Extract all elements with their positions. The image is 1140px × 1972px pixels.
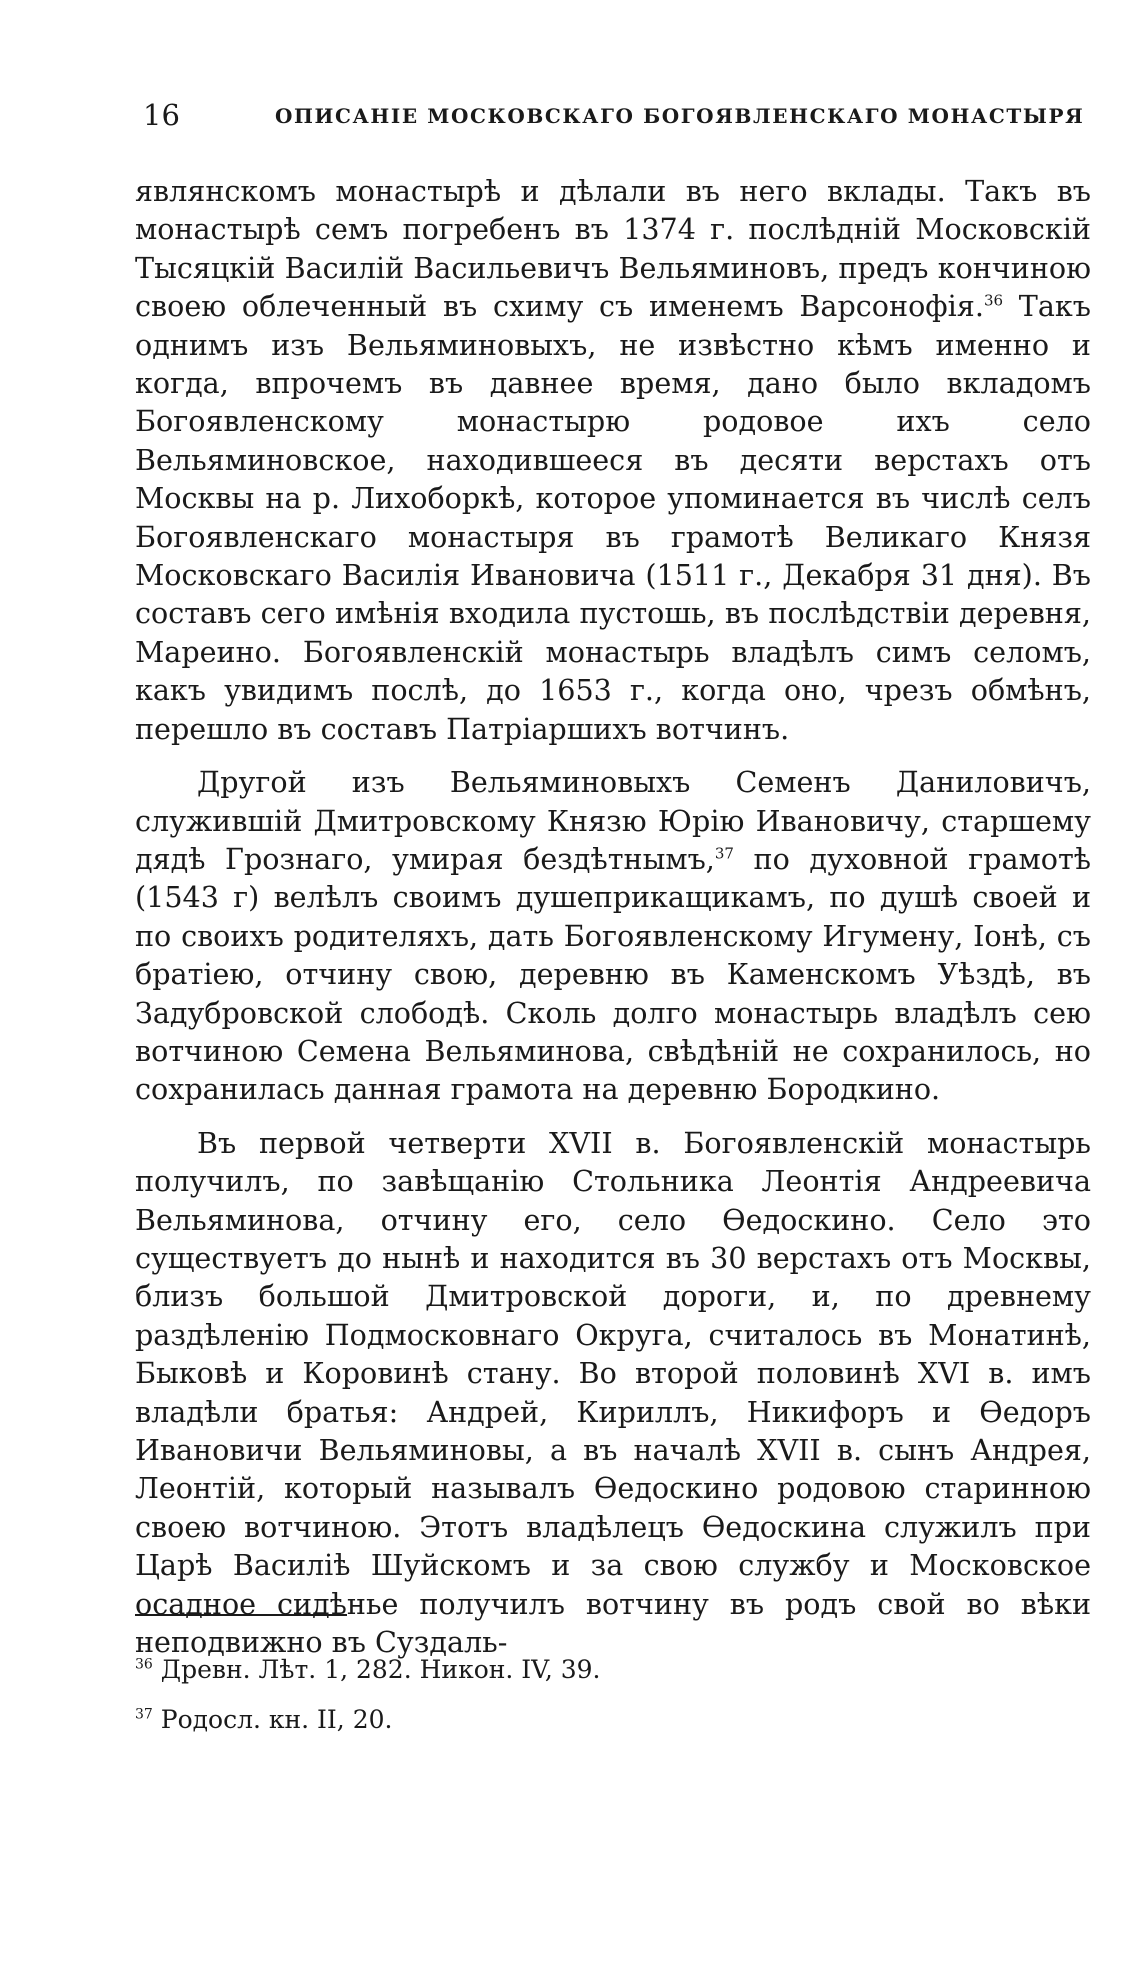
paragraph-3 — [135, 1124, 1091, 1662]
paragraph-2-text-part-1: Другой изъ Вельяминовыхъ Семенъ Даниловичъ, служившій Дмитровскому Князю Юрію Ивановичу, старшему дядѣ Грознаго, умирая бездѣтнымъ, — [135, 765, 1091, 876]
paragraph-2 — [135, 763, 1091, 1109]
footnote-mark-37: 37 — [135, 1706, 153, 1723]
body-text — [135, 172, 1091, 1661]
footnotes — [135, 1645, 1085, 1745]
footnote-mark-36: 36 — [135, 1656, 153, 1673]
paragraph-1-text-part-2: Такъ однимъ изъ Вельяминовыхъ, не извѣстно кѣмъ именно и когда, впрочемъ въ давнее время, дано было вкладомъ Богоявленскому монастырю родовое ихъ село Вельяминовское, находившееся въ десяти верстахъ отъ Москвы на р. Лихоборкѣ, которое упоминается въ числѣ селъ Богоявленскаго монастыря въ грамотѣ Великаго Князя Московскаго Василія Ивановича (1511 г., Декабря 31 дня). Въ составъ сего имѣнія входила пустошь, въ послѣдствіи деревня, Мареино. Богоявленскій монастырь владѣлъ симъ селомъ, какъ увидимъ послѣ, до 1653 г., когда оно, чрезъ обмѣнъ, перешло въ составъ Патріаршихъ вотчинъ. — [135, 289, 1091, 746]
page-header — [135, 98, 1085, 138]
paragraph-3-text: Въ первой четверти XVII в. Богоявленскій монастырь получилъ, по завѣщанію Стольника Леонтія Андреевича Вельяминова, отчину его, село Ѳедоскино. Село это существуетъ до нынѣ и находится въ 30 верстахъ отъ Москвы, близъ большой Дмитровской дороги, и, по древнему раздѣленію Подмосковнаго Округа, считалось въ Монатинѣ, Быковѣ и Коровинѣ стану. Во второй половинѣ XVI в. имъ владѣли братья: Андрей, Кириллъ, Никифоръ и Ѳедоръ Ивановичи Вельяминовы, а въ началѣ XVII в. сынъ Андрея, Леонтій, который называлъ Ѳедоскино родовою старинною своею вотчиною. Этотъ владѣлецъ Ѳедоскина служилъ при Царѣ Василіѣ Шуйскомъ и за свою службу и Московское осадное сидѣнье получилъ вотчину въ родъ свой во вѣки неподвижно въ Суздаль- — [135, 1125, 1091, 1660]
footnote-text-36: Древн. Лѣт. 1, 282. Никон. IV, 39. — [152, 1655, 601, 1684]
footnote-36 — [135, 1645, 1085, 1695]
paragraph-1-text-part-1: являнскомъ монастырѣ и дѣлали въ него вклады. Такъ въ монастырѣ семъ погребенъ въ 1374 г. послѣдній Московскій Тысяцкій Василій Васильевичъ Вельяминовъ, предъ кончиною своею облеченный въ схиму съ именемъ Варсонофія. — [135, 174, 1091, 324]
footnote-37 — [135, 1695, 1085, 1745]
footnote-reference-36: 36 — [983, 291, 1004, 310]
page-number: 16 — [143, 98, 180, 132]
running-title: ОПИСАНІЕ МОСКОВСКАГО БОГОЯВЛЕНСКАГО МОНАСТЫРЯ — [275, 104, 1085, 128]
footnote-reference-37: 37 — [714, 844, 734, 863]
paragraph-1 — [135, 172, 1091, 748]
footnote-text-37: Родосл. кн. II, 20. — [152, 1705, 393, 1734]
footnote-divider — [135, 1614, 347, 1616]
paragraph-2-text-part-2: по духовной грамотѣ (1543 г) велѣлъ своимъ душеприкащикамъ, по душѣ своей и по своихъ родителяхъ, дать Богоявленскому Игумену, Іонѣ, съ братіею, отчину свою, деревню въ Каменскомъ Уѣздѣ, въ Задубровской слободѣ. Сколь долго монастырь владѣлъ сею вотчиною Семена Вельяминова, свѣдѣній не сохранилось, но сохранилась данная грамота на деревню Бородкино. — [135, 841, 1092, 1107]
